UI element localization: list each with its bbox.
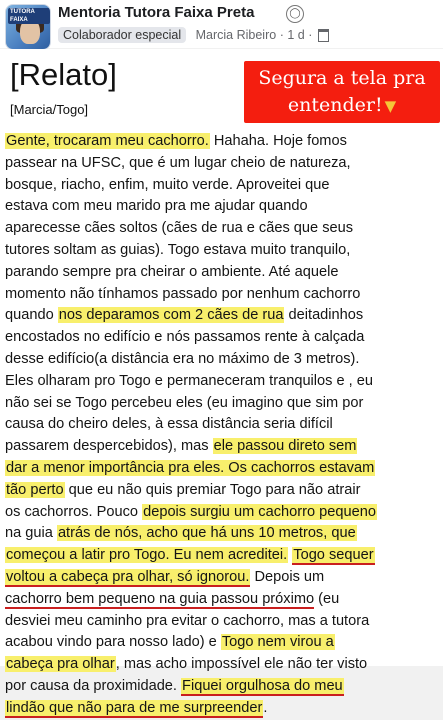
body-text: por causa da proximidade. [5,677,182,694]
body-line [5,676,415,698]
body-line [5,654,415,676]
post-subtitle: [Marcia/Togo] [10,102,89,117]
body-text: Depois um [250,568,325,585]
body-text: deitadinhos [284,307,364,324]
highlighted-text: cabeça pra olhar [6,656,115,673]
body-line [5,698,415,720]
highlighted-text: Togo nem virou a [221,634,334,651]
body-text: que eu não quis premiar Togo para não atrair [64,481,361,498]
underlined-highlighted-text: Togo sequer [293,547,374,564]
body-line [5,131,415,153]
body-text: os cachorros. Pouco [5,503,143,520]
body-text: Hahaha. Hoje fomos [209,133,347,149]
underlined-text: cachorro bem pequeno na guia passou próximo [5,590,315,607]
body-text: . [263,699,268,716]
body-line [5,502,415,524]
body-text: passarem despercebidos), mas [5,438,213,455]
post-meta [58,27,329,45]
body-line: parando sempre pra cheirar o ambiente. Até aquele [5,263,339,280]
body-line [5,480,415,502]
highlighted-text: tão perto [6,481,64,498]
group-name[interactable]: Mentoria Tutora Faixa Preta [58,4,255,21]
callout-text [244,65,440,120]
body-text: , mas acho impossível ele não ter visto [115,656,368,673]
avatar-logo-tag: TUTORA FAIXA [8,8,50,24]
body-line: aparecesse cães soltos (cães de rua e cães que seus [5,220,354,237]
dog-icon: ◯ [286,5,304,23]
callout-line-1: Segura a tela pra [258,67,426,89]
highlighted-text: Gente, trocaram meu cachorro. [6,133,209,149]
body-line: Eles olharam pro Togo e permaneceram tranquilos e , eu [5,372,374,389]
body-line: momento não tínhamos passado por nenhum cachorro [5,285,361,302]
body-line: bosque, riacho, enfim, muito verde. Aproveitei que [5,176,330,193]
author-name[interactable]: Marcia Ribeiro [195,28,277,42]
contributor-badge: Colaborador especial [58,27,186,43]
callout-line-2: entender! [287,94,383,116]
post-header [0,0,443,48]
body-line [5,545,415,567]
pointing-down-hand-icon: ▼ [384,97,397,115]
body-text: acabou vindo para nosso lado) e [5,634,221,651]
body-line: não sei se Togo percebeu eles (eu imagino que sim por [5,394,364,411]
body-text: na guia [5,525,57,542]
post-image [0,49,443,716]
highlighted-text: atrás de nós, acho que há uns 10 metros, que [57,525,356,542]
body-text: quando [5,307,58,324]
callout-box [244,61,440,123]
body-line [5,523,415,545]
body-line [5,305,415,327]
post-title: [Relato] [10,57,117,92]
underlined-highlighted-text: lindão que não para de me surpreender [6,699,263,716]
group-avatar[interactable] [5,4,51,50]
body-line: desviei meu caminho pra evitar o cachorro, mas a tutora [5,612,370,629]
post-body [5,131,415,720]
post-time[interactable]: · 1 d · [279,28,313,42]
underlined-highlighted-text: voltou a cabeça pra olhar, só ignorou. [6,568,250,585]
highlighted-text: depois surgiu um cachorro pequeno [143,503,376,520]
highlighted-text: dar a menor importância pra eles. Os cachorros estavam [6,459,375,476]
highlighted-text: nos deparamos com 2 cães de rua [58,307,284,324]
body-line: passear na UFSC, que é um lugar cheio de natureza, [5,154,351,171]
body-line [5,436,415,458]
body-line [5,589,415,611]
highlighted-text: ele passou direto sem [213,438,357,455]
body-line: causa do cheiro deles, à essa distância seria difícil [5,416,333,433]
body-line: encostados no edifício e nós passamos rente à calçada [5,329,365,346]
underlined-highlighted-text: Fiquei orgulhosa do meu [182,677,343,694]
body-line [5,567,415,589]
body-line [5,632,415,654]
body-text: (eu [314,590,340,607]
body-line: estava com meu marido pra me ajudar quando [5,198,308,215]
body-line [5,458,415,480]
highlighted-text: começou a latir pro Togo. Eu nem acreditei. [6,547,288,564]
calendar-icon [318,29,329,42]
body-line: desse edifício(a distância era no máximo de 3 metros). [5,350,360,367]
body-line: tutores soltam as guias). Togo estava muito tranquilo, [5,241,351,258]
